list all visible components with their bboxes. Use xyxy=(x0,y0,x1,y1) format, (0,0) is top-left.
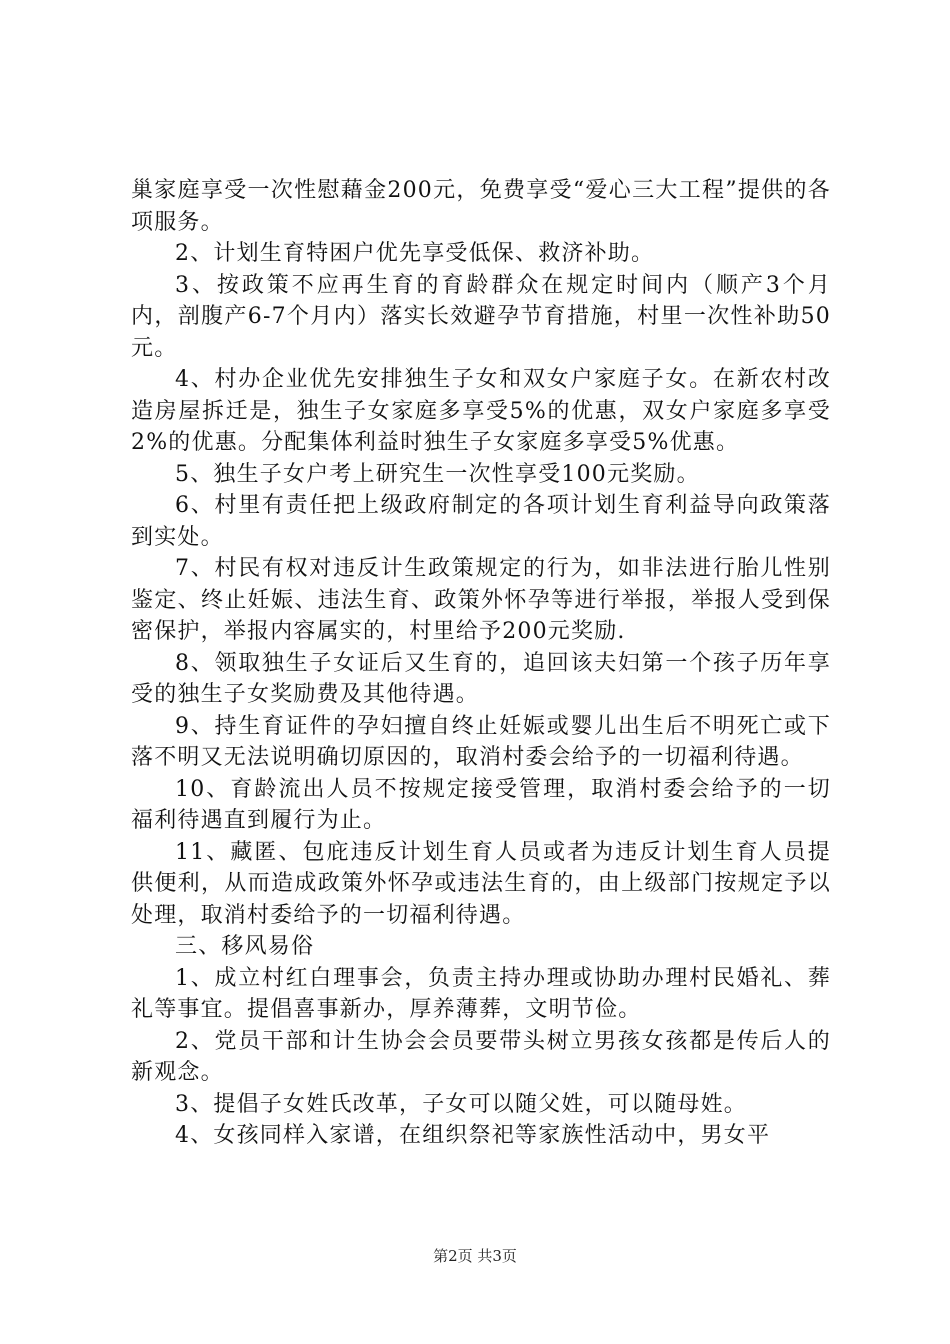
section-heading: 三、移风易俗 xyxy=(175,934,315,959)
paragraph: 3、提倡子女姓氏改革，子女可以随父姓，可以随母姓。 xyxy=(175,1091,747,1117)
paragraph: 巢家庭享受一次性慰藉金200元，免费享受“爱心三大工程”提供的各项服务。 xyxy=(131,178,831,235)
document-body xyxy=(131,175,831,1152)
paragraph: 4、村办企业优先安排独生子女和双女户家庭子女。在新农村改造房屋拆迁是，独生子女家庭多享受5%的优惠，双女户家庭多享受2%的优惠。分配集体利益时独生子女家庭多享受5%优惠。 xyxy=(131,367,831,455)
paragraph: 3、按政策不应再生育的育龄群众在规定时间内（顺产3个月内，剖腹产6-7个月内）落实长效避孕节育措施，村里一次性补助50元。 xyxy=(131,272,831,361)
paragraph: 2、党员干部和计生协会会员要带头树立男孩女孩都是传后人的新观念。 xyxy=(131,1028,831,1085)
paragraph: 8、领取独生子女证后又生育的，追回该夫妇第一个孩子历年享受的独生子女奖励费及其他待遇。 xyxy=(131,650,831,707)
paragraph: 11、藏匿、包庇违反计划生育人员或者为违反计划生育人员提供便利，从而造成政策外怀孕或违法生育的，由上级部门按规定予以处理，取消村委给予的一切福利待遇。 xyxy=(131,839,831,928)
paragraph: 5、独生子女户考上研究生一次性享受100元奖励。 xyxy=(175,461,700,487)
paragraph: 4、女孩同样入家谱，在组织祭祀等家族性活动中，男女平 xyxy=(175,1123,771,1148)
paragraph: 7、村民有权对违反计生政策规定的行为，如非法进行胎儿性别鉴定、终止妊娠、违法生育、政策外怀孕等进行举报，举报人受到保密保护，举报内容属实的，村里给予200元奖励. xyxy=(131,556,831,644)
paragraph: 1、成立村红白理事会，负责主持办理或协助办理村民婚礼、葬礼等事宜。提倡喜事新办，厚养薄葬，文明节俭。 xyxy=(131,965,831,1022)
paragraph: 10、育龄流出人员不按规定接受管理，取消村委会给予的一切福利待遇直到履行为止。 xyxy=(131,776,831,833)
page-number-footer: 第2页 共3页 xyxy=(433,1247,517,1265)
paragraph: 2、计划生育特困户优先享受低保、救济补助。 xyxy=(175,241,655,266)
paragraph: 6、村里有责任把上级政府制定的各项计划生育利益导向政策落到实处。 xyxy=(131,493,831,550)
paragraph: 9、持生育证件的孕妇擅自终止妊娠或婴儿出生后不明死亡或下落不明又无法说明确切原因的，取消村委会给予的一切福利待遇。 xyxy=(131,713,831,770)
